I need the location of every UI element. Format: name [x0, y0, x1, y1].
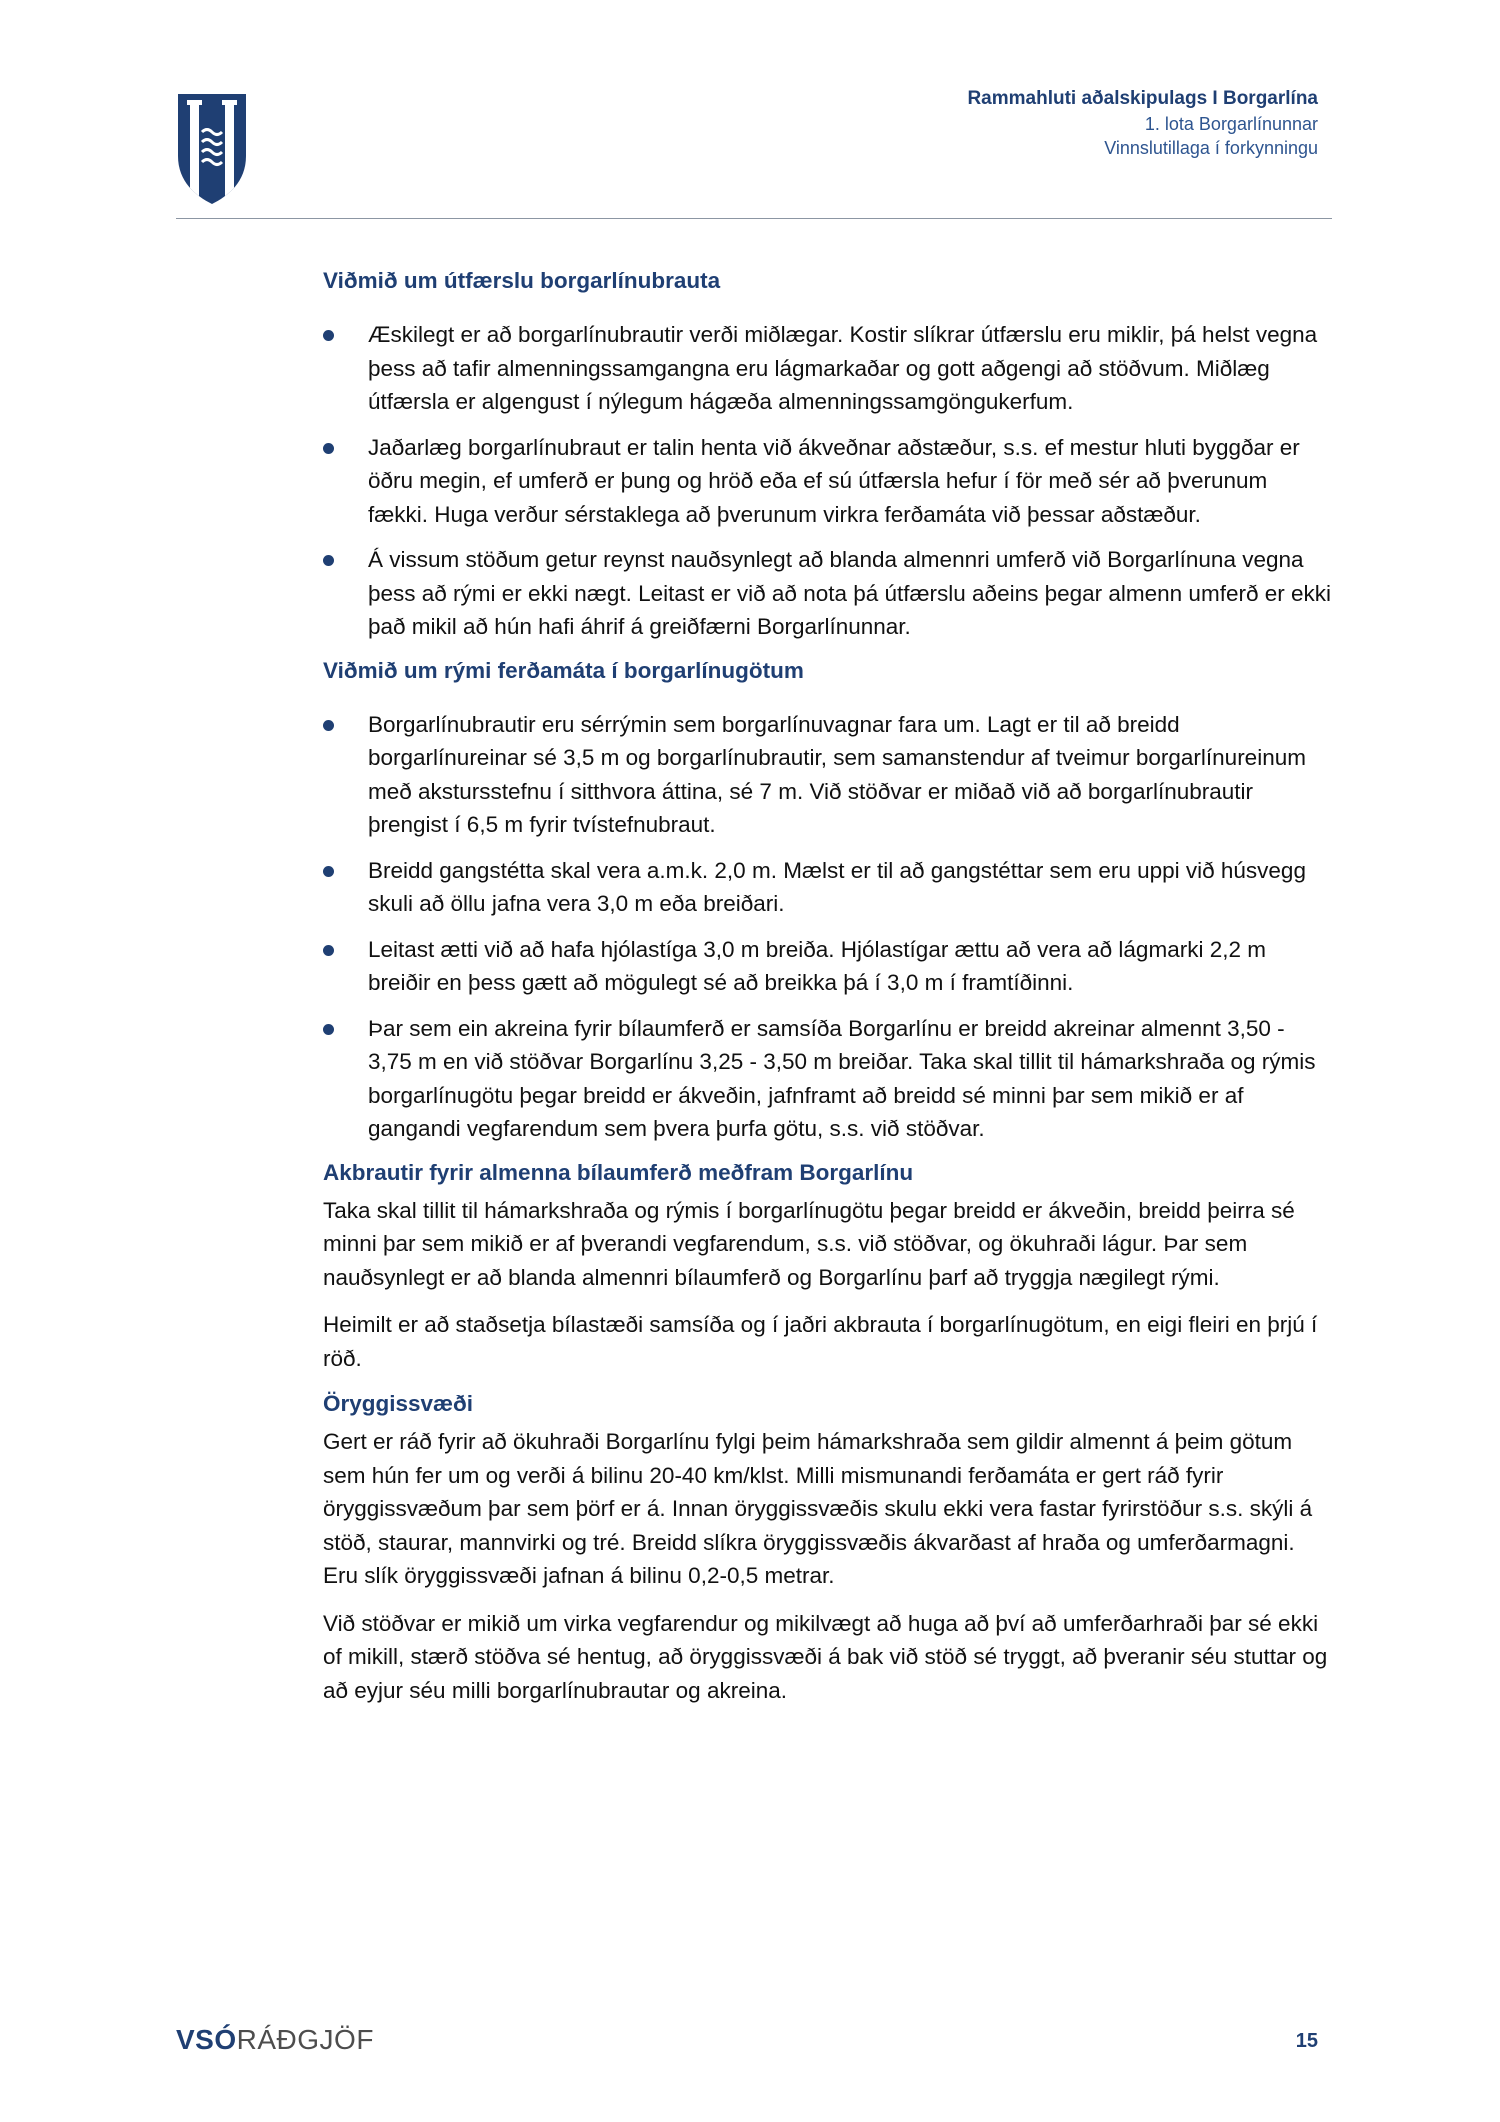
- list-item-text: Breidd gangstétta skal vera a.m.k. 2,0 m. Mælst er til að gangstéttar sem eru uppi við húsvegg skuli að öllu jafna vera 3,0 m eða breiðari.: [368, 857, 1306, 916]
- company-logo: [176, 2024, 374, 2056]
- list-item-text: Æskilegt er að borgarlínubrautir verði miðlægar. Kostir slíkrar útfærslu eru miklir, þá helst vegna þess að tafir almenningssamgangna eru lágmarkaðar og gott aðgengi að stöðvum. Miðlæg útfærsla er algengust í nýlegum hágæða almenningssamgöngukerfum.: [368, 322, 1318, 414]
- bullet-icon: [323, 330, 334, 341]
- page-content: [323, 266, 1333, 1721]
- list-item: [323, 708, 1333, 842]
- header-title: Rammahluti aðalskipulags I Borgarlína: [967, 88, 1318, 109]
- section-heading: Akbrautir fyrir almenna bílaumferð meðfram Borgarlínu: [323, 1159, 914, 1185]
- bullet-list: [323, 318, 1333, 644]
- paragraph: Gert er ráð fyrir að ökuhraði Borgarlínu fylgi þeim hámarkshraða sem gildir almennt á þeim götum sem hún fer um og verði á bilinu 20-40 km/klst. Milli mismunandi ferðamáta er gert ráð fyrir öryggissvæðum þar sem þörf er á. Innan öryggissvæðis skulu ekki vera fastar fyrirstöður s.s. skýli á stöð, staurar, mannvirki og tré. Breidd slíkra öryggissvæðis ákvarðast af hraða og umferðarmagni. Eru slík öryggissvæði jafnan á bilinu 0,2-0,5 metrar.: [323, 1429, 1313, 1588]
- document-header: [967, 86, 1318, 160]
- list-item: [323, 431, 1333, 532]
- bullet-icon: [323, 1024, 334, 1035]
- bullet-icon: [323, 720, 334, 731]
- bullet-icon: [323, 443, 334, 454]
- list-item-text: Leitast ætti við að hafa hjólastíga 3,0 m breiða. Hjólastígar ættu að vera að lágmarki 2,2 m breiðir en þess gætt að mögulegt sé að breikka þá í 3,0 m í framtíðinni.: [368, 936, 1266, 995]
- bullet-list: [323, 708, 1333, 1146]
- bullet-icon: [323, 866, 334, 877]
- list-item: [323, 933, 1333, 1000]
- list-item-text: Á vissum stöðum getur reynst nauðsynlegt að blanda almennri umferð við Borgarlínuna vegna þess að rými er ekki nægt. Leitast er við að nota þá útfærslu aðeins þegar almenn umferð er ekki það mikil að hún hafi áhrif á greiðfærni Borgarlínunnar.: [368, 547, 1331, 639]
- logo-light-text: RÁÐGJÖF: [236, 2024, 374, 2055]
- paragraph: Við stöðvar er mikið um virka vegfarendur og mikilvægt að huga að því að umferðarhraði þar sé ekki of mikill, stærð stöðva sé hentug, að öryggissvæði á bak við stöð sé tryggt, að þveranir séu stuttar og að eyjur séu milli borgarlínubrautar og akreina.: [323, 1610, 1328, 1703]
- list-item-text: Þar sem ein akreina fyrir bílaumferð er samsíða Borgarlínu er breidd akreinar almennt 3,50 - 3,75 m en við stöðvar Borgarlínu 3,25 - 3,50 m breiðar. Taka skal tillit til hámarkshraða og rýmis borgarlínugötu þegar breidd er ákveðin, jafnframt að breidd sé minni þar sem mikið er af gangandi vegfarendum sem þvera þurfa götu, s.s. við stöðvar.: [368, 1015, 1316, 1141]
- logo-bold-text: VSÓ: [176, 2024, 237, 2055]
- page-number: 15: [1295, 2030, 1318, 2052]
- header-divider: [176, 218, 1332, 219]
- bullet-icon: [323, 945, 334, 956]
- list-item: [323, 1012, 1333, 1146]
- paragraph: Heimilt er að staðsetja bílastæði samsíða og í jaðri akbrauta í borgarlínugötum, en eigi fleiri en þrjú í röð.: [323, 1312, 1318, 1371]
- city-coat-of-arms-icon: [176, 92, 248, 206]
- list-item-text: Jaðarlæg borgarlínubraut er talin henta við ákveðnar aðstæður, s.s. ef mestur hluti byggðar er öðru megin, ef umferð er þung og hröð eða ef sú útfærsla hefur í för með sér að þverunum fækki. Huga verður sérstaklega að þverunum virkra ferðamáta við þessar aðstæður.: [368, 434, 1300, 527]
- section-heading: Viðmið um útfærslu borgarlínubrauta: [323, 268, 721, 293]
- section-heading: Viðmið um rými ferðamáta í borgarlínugötum: [323, 657, 804, 683]
- bullet-icon: [323, 555, 334, 566]
- list-item: [323, 543, 1333, 644]
- header-subtitle: 1. lota Borgarlínunnar: [1144, 114, 1318, 134]
- section-heading: Öryggissvæði: [323, 1391, 474, 1416]
- paragraph: Taka skal tillit til hámarkshraða og rýmis í borgarlínugötu þegar breidd er ákveðin, breidd þeirra sé minni þar sem mikið er af þverandi vegfarendum, s.s. við stöðvar, og ökuhraði lágur. Þar sem nauðsynlegt er að blanda almennri bílaumferð og Borgarlínu þarf að tryggja nægilegt rými.: [323, 1197, 1295, 1290]
- list-item-text: Borgarlínubrautir eru sérrýmin sem borgarlínuvagnar fara um. Lagt er til að breidd borgarlínureinar sé 3,5 m og borgarlínubrautir, sem samanstendur af tveimur borgarlínureinum með akstursstefnu í sitthvora áttina, sé 7 m. Við stöðvar er miðað við að borgarlínubrautir þrengist í 6,5 m fyrir tvístefnubraut.: [368, 711, 1306, 837]
- header-status: Vinnslutillaga í forkynningu: [1104, 138, 1318, 158]
- list-item: [323, 318, 1333, 419]
- list-item: [323, 854, 1333, 921]
